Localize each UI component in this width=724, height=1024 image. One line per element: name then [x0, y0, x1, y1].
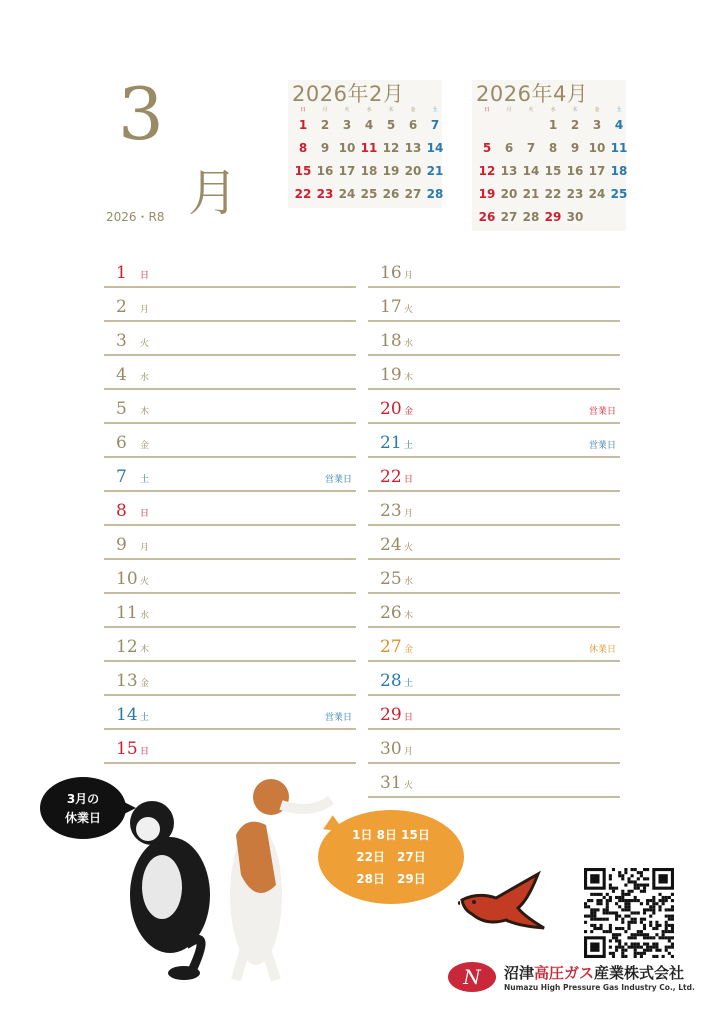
day-weekday: 日: [404, 713, 414, 723]
day-number: 13: [116, 671, 138, 691]
mini-weekday-row: [476, 106, 624, 114]
day-number: 30: [380, 739, 402, 759]
mini-weekday: 水: [550, 107, 556, 113]
mini-day: 10: [338, 141, 356, 155]
day-row: [104, 252, 356, 288]
day-row: [368, 728, 620, 764]
mini-day: 1: [548, 118, 558, 132]
mini-day: 3: [592, 118, 602, 132]
day-note: 営業日: [588, 441, 616, 451]
day-row: [104, 524, 356, 560]
day-weekday: 月: [140, 543, 150, 553]
mini-weekday: 金: [594, 107, 600, 113]
day-weekday: 火: [404, 781, 414, 791]
mini-day: 14: [426, 141, 444, 155]
day-row: [368, 694, 620, 730]
day-weekday: 日: [404, 475, 414, 485]
company-logo: [448, 958, 698, 998]
day-number: 2: [116, 297, 127, 317]
mini-day: 11: [610, 141, 628, 155]
mini-day: 4: [364, 118, 374, 132]
day-weekday: 金: [404, 645, 414, 655]
day-number: 12: [116, 637, 138, 657]
mini-weekday: 日: [300, 107, 306, 113]
day-number: 9: [116, 535, 127, 555]
day-number: 6: [116, 433, 127, 453]
mini-day: 12: [478, 164, 496, 178]
mini-day: 20: [404, 164, 422, 178]
day-weekday: 木: [140, 645, 150, 655]
day-row: [104, 388, 356, 424]
mini-day: 19: [478, 187, 496, 201]
mini-weekday: 木: [388, 107, 394, 113]
mini-day: [476, 114, 498, 137]
day-row: [104, 422, 356, 458]
holiday-list-line: 28日 29日: [356, 872, 426, 886]
day-weekday: 金: [140, 441, 150, 451]
mini-day: 28: [522, 210, 540, 224]
day-row: [368, 422, 620, 458]
mini-day: 1: [298, 118, 308, 132]
mini-day: 25: [610, 187, 628, 201]
mini-day: 24: [338, 187, 356, 201]
day-weekday: 金: [140, 679, 150, 689]
mini-day: 2: [320, 118, 330, 132]
cats-photo: [126, 775, 336, 990]
holiday-bubble-line1: 3月の: [66, 792, 100, 806]
day-weekday: 火: [140, 339, 150, 349]
day-row: [368, 626, 620, 662]
day-row: [368, 592, 620, 628]
day-weekday: 木: [404, 611, 414, 621]
day-weekday: 日: [140, 271, 150, 281]
day-number: 3: [116, 331, 127, 351]
day-note: 営業日: [588, 407, 616, 417]
day-row: [104, 694, 356, 730]
day-weekday: 土: [404, 679, 414, 689]
mini-day: 8: [298, 141, 308, 155]
day-weekday: 土: [404, 441, 414, 451]
day-weekday: 水: [404, 577, 414, 587]
mini-day: 21: [426, 164, 444, 178]
mini-day: 20: [500, 187, 518, 201]
mini-day: 16: [316, 164, 334, 178]
day-weekday: 土: [140, 475, 150, 485]
day-number: 19: [380, 365, 402, 385]
day-number: 26: [380, 603, 402, 623]
mini-day: 2: [570, 118, 580, 132]
day-row: [104, 320, 356, 356]
day-row: [104, 558, 356, 594]
mini-day: 8: [548, 141, 558, 155]
day-weekday: 火: [404, 305, 414, 315]
mini-day: 5: [386, 118, 396, 132]
day-row: [368, 558, 620, 594]
mini-weekday-row: [292, 106, 440, 114]
day-number: 7: [116, 467, 127, 487]
mini-day: 24: [588, 187, 606, 201]
mini-weekday: 土: [616, 107, 622, 113]
mini-day: 27: [500, 210, 518, 224]
day-row: [104, 456, 356, 492]
day-row: [368, 762, 620, 798]
mini-day: 15: [294, 164, 312, 178]
day-number: 28: [380, 671, 402, 691]
day-weekday: 月: [404, 271, 414, 281]
day-row: [104, 626, 356, 662]
mini-weekday: 水: [366, 107, 372, 113]
mini-day: 12: [382, 141, 400, 155]
company-emblem: N: [448, 962, 496, 992]
mini-day: 17: [338, 164, 356, 178]
mini-days-grid: [292, 114, 444, 206]
day-row: [104, 354, 356, 390]
day-weekday: 日: [140, 509, 150, 519]
mini-day: 7: [526, 141, 536, 155]
holiday-bubble-line2: 休業日: [64, 811, 101, 825]
holiday-list-line: 22日 27日: [356, 850, 426, 864]
day-number: 23: [380, 501, 402, 521]
day-row: [368, 286, 620, 322]
day-number: 15: [116, 739, 138, 759]
mini-day: 14: [522, 164, 540, 178]
day-row: [368, 388, 620, 424]
orange-white-cat: [230, 779, 331, 980]
year-label: 2026・R8: [106, 210, 165, 224]
mini-day: 16: [566, 164, 584, 178]
day-row: [368, 252, 620, 288]
day-row: [368, 660, 620, 696]
day-row: [368, 490, 620, 526]
day-row: [368, 354, 620, 390]
day-number: 31: [380, 773, 402, 793]
mini-day: [608, 206, 630, 229]
day-number: 24: [380, 535, 402, 555]
mini-day: 15: [544, 164, 562, 178]
day-weekday: 木: [404, 373, 414, 383]
day-number: 5: [116, 399, 127, 419]
month-kanji: 月: [188, 164, 238, 222]
day-row: [104, 728, 356, 764]
day-number: 1: [116, 263, 127, 283]
day-number: 27: [380, 637, 402, 657]
day-weekday: 火: [140, 577, 150, 587]
holiday-list-line: 1日 8日 15日: [352, 828, 430, 842]
day-number: 20: [380, 399, 402, 419]
day-note: 休業日: [588, 645, 616, 655]
day-row: [368, 456, 620, 492]
mini-day: 13: [404, 141, 422, 155]
mini-day: 17: [588, 164, 606, 178]
mini-day: 21: [522, 187, 540, 201]
day-note: 営業日: [324, 713, 352, 723]
mini-day: [520, 114, 542, 137]
mini-weekday: 土: [432, 107, 438, 113]
mini-day: 18: [610, 164, 628, 178]
mini-calendar-title: 2026年4月: [476, 82, 589, 106]
day-weekday: 日: [140, 747, 150, 757]
day-row: [104, 490, 356, 526]
mini-day: 27: [404, 187, 422, 201]
mini-weekday: 木: [572, 107, 578, 113]
day-number: 8: [116, 501, 127, 521]
day-number: 18: [380, 331, 402, 351]
mini-day: 22: [294, 187, 312, 201]
mini-day: [586, 206, 608, 229]
mini-day: 23: [316, 187, 334, 201]
company-name-en: Numazu High Pressure Gas Industry Co., Ltd.: [504, 983, 695, 992]
bird-illustration: [458, 870, 548, 945]
mini-weekday: 火: [344, 107, 350, 113]
qr-code[interactable]: [584, 868, 674, 958]
mini-day: 6: [408, 118, 418, 132]
month-number: 3: [118, 72, 164, 156]
mini-day: 23: [566, 187, 584, 201]
day-weekday: 水: [140, 611, 150, 621]
black-white-cat: [130, 801, 210, 980]
mini-day: 28: [426, 187, 444, 201]
mini-day: 6: [504, 141, 514, 155]
mini-calendar-apr: [472, 80, 626, 231]
day-row: [368, 524, 620, 560]
mini-day: 5: [482, 141, 492, 155]
mini-day: 10: [588, 141, 606, 155]
company-name-ja: 沼津高圧ガス産業株式会社: [504, 964, 685, 982]
day-number: 22: [380, 467, 402, 487]
mini-calendar-title: 2026年2月: [292, 82, 405, 106]
mini-weekday: 日: [484, 107, 490, 113]
mini-day: 11: [360, 141, 378, 155]
day-weekday: 木: [140, 407, 150, 417]
day-weekday: 火: [404, 543, 414, 553]
mini-weekday: 月: [506, 107, 512, 113]
day-number: 21: [380, 433, 402, 453]
mini-day: 26: [478, 210, 496, 224]
mini-day: 13: [500, 164, 518, 178]
mini-weekday: 月: [322, 107, 328, 113]
mini-day: 22: [544, 187, 562, 201]
day-weekday: 月: [404, 747, 414, 757]
holiday-list-bubble: [318, 810, 464, 904]
day-number: 10: [116, 569, 138, 589]
day-number: 25: [380, 569, 402, 589]
day-weekday: 月: [140, 305, 150, 315]
mini-weekday: 金: [410, 107, 416, 113]
day-weekday: 金: [404, 407, 414, 417]
day-number: 14: [116, 705, 138, 725]
day-weekday: 水: [404, 339, 414, 349]
mini-days-grid: [476, 114, 628, 229]
holiday-title-bubble: [40, 777, 126, 839]
mini-weekday: 火: [528, 107, 534, 113]
mini-day: 7: [430, 118, 440, 132]
day-row: [104, 592, 356, 628]
mini-day: [498, 114, 520, 137]
day-weekday: 土: [140, 713, 150, 723]
day-row: [368, 320, 620, 356]
day-weekday: 水: [140, 373, 150, 383]
mini-day: 9: [320, 141, 330, 155]
day-number: 17: [380, 297, 402, 317]
day-number: 16: [380, 263, 402, 283]
mini-day: 19: [382, 164, 400, 178]
mini-day: 25: [360, 187, 378, 201]
day-note: 営業日: [324, 475, 352, 485]
day-weekday: 月: [404, 509, 414, 519]
day-row: [104, 286, 356, 322]
mini-day: 9: [570, 141, 580, 155]
mini-day: 3: [342, 118, 352, 132]
mini-day: 18: [360, 164, 378, 178]
day-number: 4: [116, 365, 127, 385]
mini-calendar-feb: [288, 80, 442, 208]
day-number: 29: [380, 705, 402, 725]
day-number: 11: [116, 603, 138, 623]
mini-day: 4: [614, 118, 624, 132]
mini-day: 30: [566, 210, 584, 224]
mini-day: 29: [544, 210, 562, 224]
mini-day: 26: [382, 187, 400, 201]
day-row: [104, 660, 356, 696]
